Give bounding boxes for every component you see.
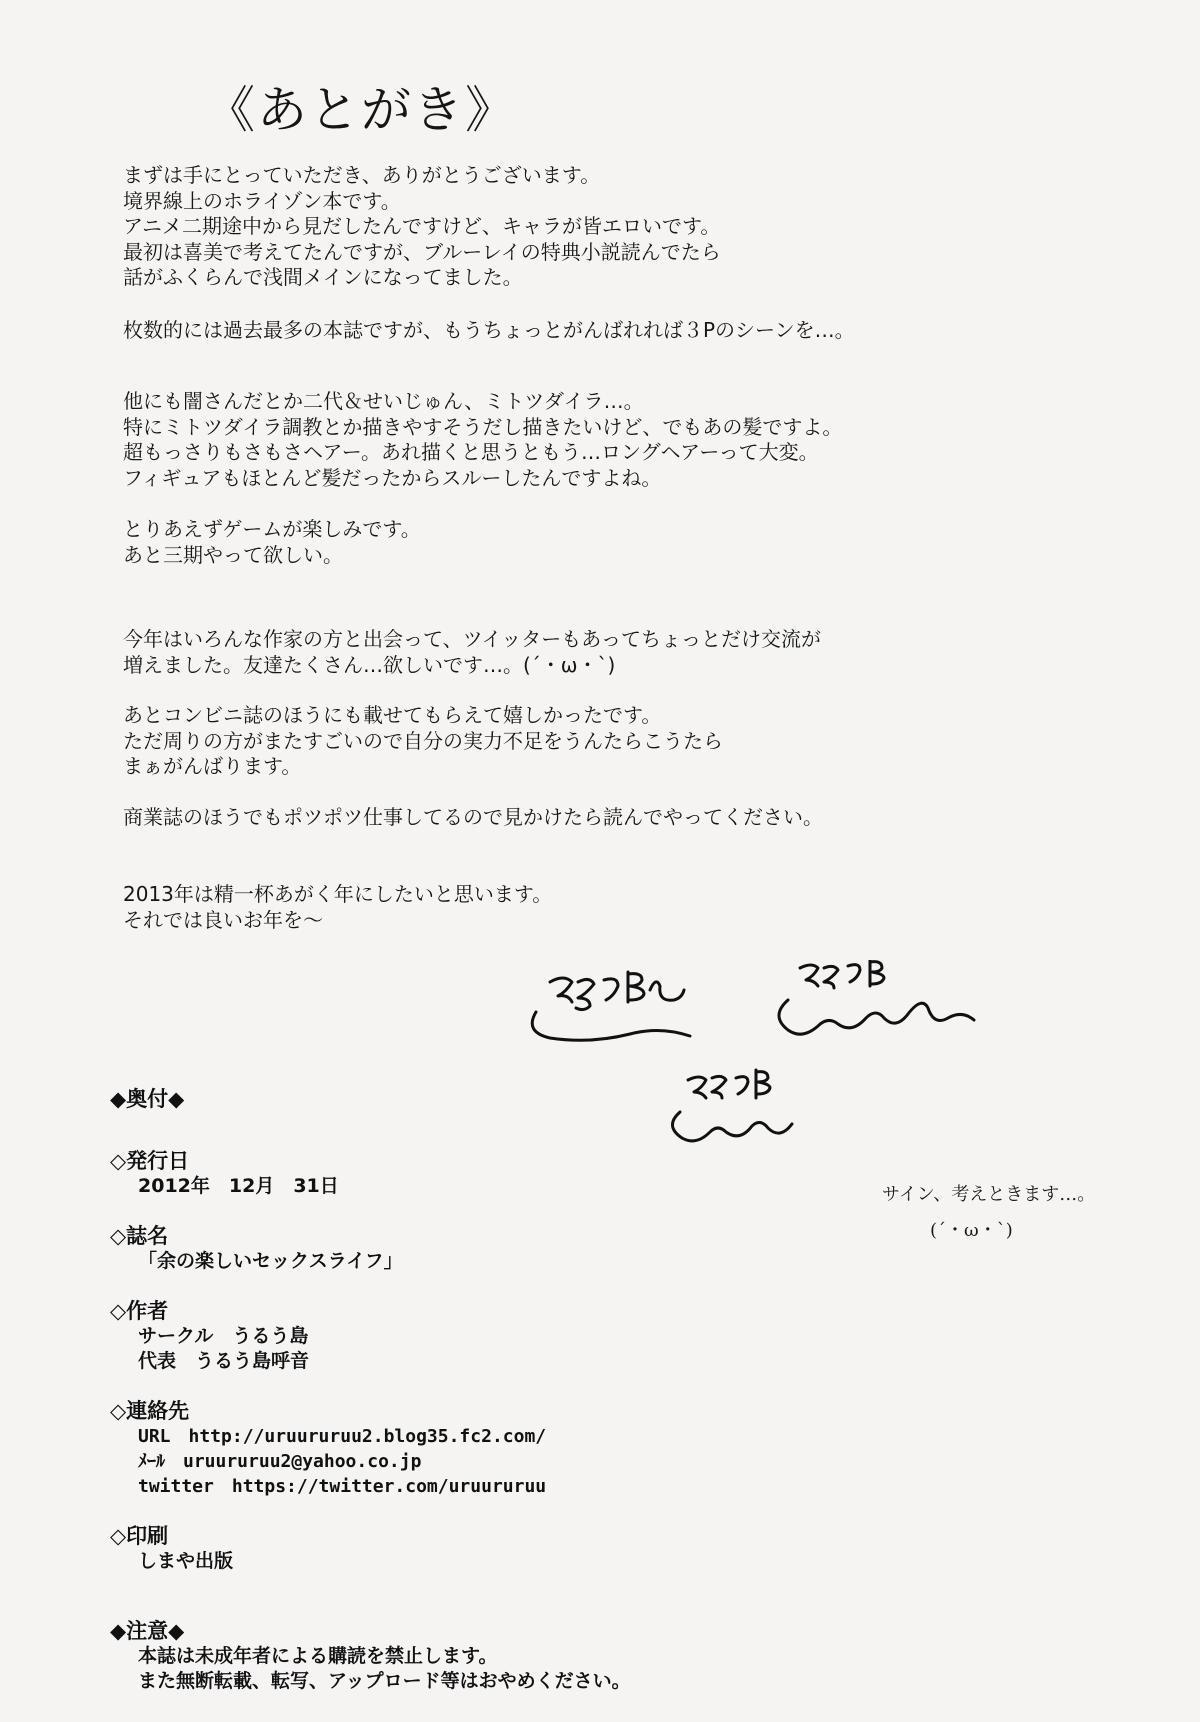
signature-1 bbox=[532, 972, 690, 1040]
printer-value: しまや出版 bbox=[138, 1550, 234, 1572]
paragraph-commercial: 商業誌のほうでもポツポツ仕事してるので見かけたら読んでやってください。 bbox=[123, 805, 823, 829]
paragraph-characters: 他にも闇さんだとか二代＆せいじゅん、ミトツダイラ…。 特にミトツダイラ調教とか描きやすそうだし描きたいけど、でもあの髪ですよ。 超もっさりもさもさヘアー。あれ描くと思うともう…ロングヘアーって大変。 フィギュアもほとんど髪だったからスルーしたんですよね。 bbox=[123, 389, 843, 490]
representative-name: 代表 うるう島呼音 bbox=[138, 1350, 310, 1372]
title-value: 「余の楽しいセックスライフ」 bbox=[138, 1250, 403, 1272]
notice-line-1: 本誌は未成年者による購読を禁止します。 bbox=[138, 1645, 498, 1667]
paragraph-twitter: 今年はいろんな作家の方と出会って、ツイッターもあってちょっとだけ交流が 増えました。友達たくさん…欲しいです…。(´・ω・`) bbox=[123, 627, 821, 677]
printer-label: ◇印刷 bbox=[110, 1524, 169, 1548]
circle-name: サークル うるう島 bbox=[138, 1325, 309, 1347]
signature-2 bbox=[779, 960, 974, 1034]
contact-label: ◇連絡先 bbox=[110, 1399, 190, 1423]
paragraph-game: とりあえずゲームが楽しみです。 あと三期やって欲しい。 bbox=[123, 517, 421, 567]
contact-mail: ﾒｰﾙ uruururuu2@yahoo.co.jp bbox=[138, 1451, 422, 1472]
paragraph-intro: まずは手にとっていただき、ありがとうございます。 境界線上のホライゾン本です。 アニメ二期途中から見だしたんですけど、キャラが皆エロいです。 最初は喜美で考えてたんですが、ブルーレイの特典小説読んでたら 話がふくらんで浅間メインになってました。 bbox=[123, 163, 721, 289]
paragraph-page-count: 枚数的には過去最多の本誌ですが、もうちょっとがんばれれば３Pのシーンを…。 bbox=[123, 318, 855, 342]
signature-note-line2: (´・ω・`) bbox=[930, 1220, 1013, 1241]
signature-3 bbox=[672, 1070, 792, 1141]
contact-twitter: twitter https://twitter.com/uruururuu bbox=[138, 1476, 547, 1497]
colophon-title: ◆奥付◆ bbox=[110, 1087, 185, 1111]
afterword-heading: 《あとがき》 bbox=[205, 81, 517, 139]
title-label: ◇誌名 bbox=[110, 1224, 169, 1248]
date-value: 2012年 12月 31日 bbox=[138, 1175, 339, 1197]
notice-title: ◆注意◆ bbox=[110, 1619, 185, 1643]
colophon bbox=[110, 1086, 631, 1694]
paragraph-new-year: 2013年は精一杯あがく年にしたいと思います。 それでは良いお年を～ bbox=[123, 882, 553, 932]
author-label: ◇作者 bbox=[110, 1299, 169, 1323]
contact-url: URL http://uruururuu2.blog35.fc2.com/ bbox=[138, 1426, 547, 1447]
notice-line-2: また無断転載、転写、アップロード等はおやめください。 bbox=[138, 1670, 631, 1692]
paragraph-convenience-magazine: あとコンビニ誌のほうにも載せてもらえて嬉しかったです。 ただ周りの方がまたすごいので自分の実力不足をうんたらこうたら まぁがんばります。 bbox=[123, 703, 723, 778]
signature-note-line1: サイン、考えときます…。 bbox=[882, 1184, 1096, 1205]
date-label: ◇発行日 bbox=[110, 1149, 190, 1173]
